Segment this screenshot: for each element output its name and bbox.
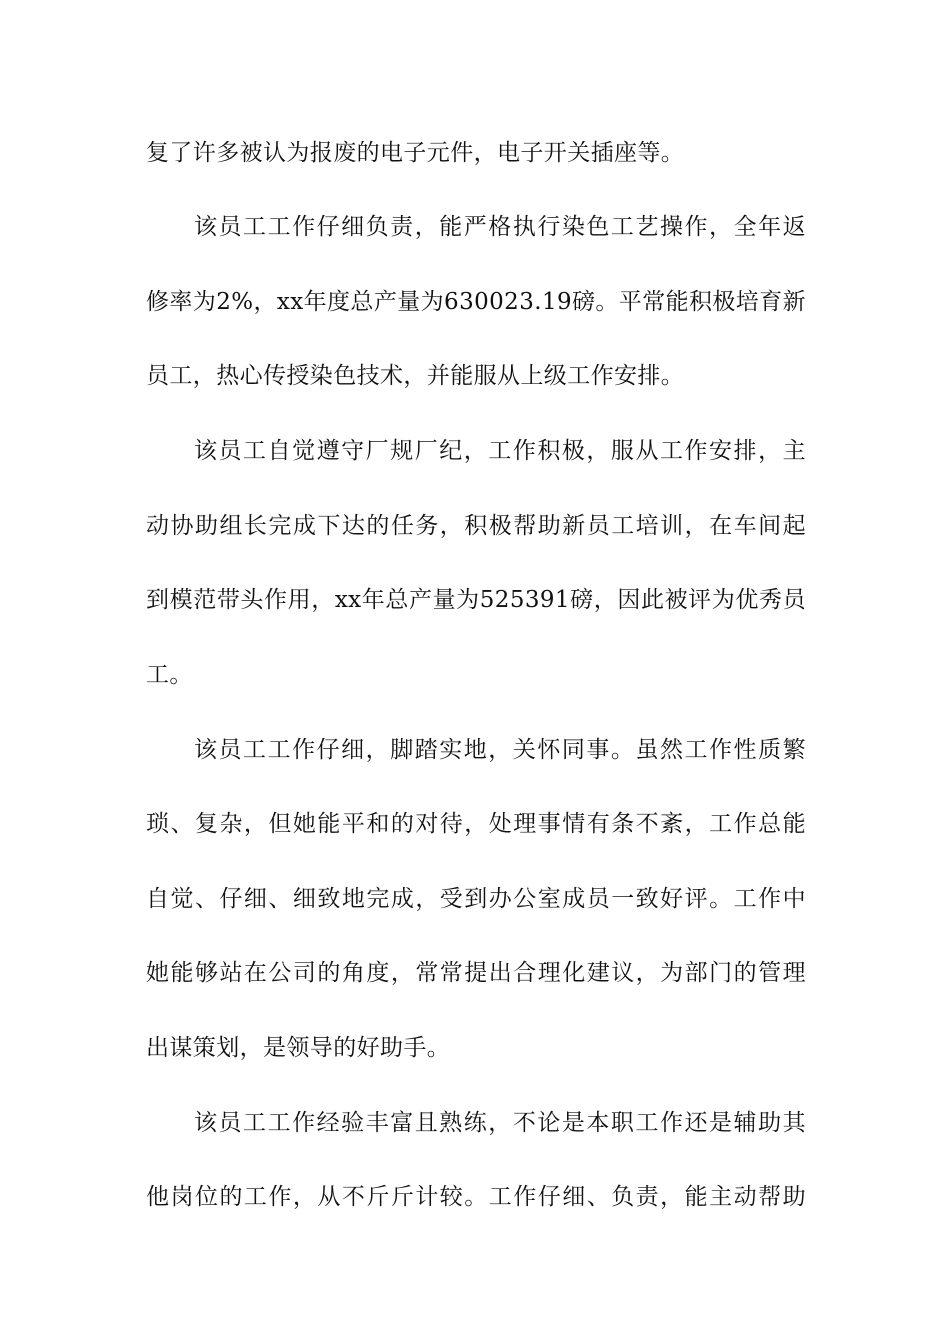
text-line: 复了许多被认为报废的电子元件，电子开关插座等。 bbox=[146, 140, 685, 166]
text-line: 员工，热心传授染色技术，并能服从上级工作安排。 bbox=[146, 363, 685, 389]
text-line: 自觉、仔细、细致地完成，受到办公室成员一致好评。工作中 bbox=[146, 886, 806, 912]
text-line: 他岗位的工作，从不斤斤计较。工作仔细、负责，能主动帮助 bbox=[146, 1184, 806, 1210]
text-line: 到模范带头作用，xx年总产量为525391磅，因此被评为优秀员 bbox=[146, 587, 806, 613]
text-line: 工。 bbox=[146, 662, 193, 688]
paragraph-first-line: 该员工工作经验丰富且熟练，不论是本职工作还是辅助其 bbox=[194, 1110, 806, 1136]
text-line: 她能够站在公司的角度，常常提出合理化建议，为部门的管理 bbox=[146, 960, 806, 986]
text-line: 修率为2%，xx年度总产量为630023.19磅。平常能积极培育新 bbox=[146, 289, 807, 315]
paragraph-first-line: 该员工工作仔细，脚踏实地，关怀同事。虽然工作性质繁 bbox=[194, 737, 806, 763]
text-line: 动协助组长完成下达的任务，积极帮助新员工培训，在车间起 bbox=[146, 513, 806, 539]
paragraph-first-line: 该员工工作仔细负责，能严格执行染色工艺操作，全年返 bbox=[194, 214, 806, 240]
text-line: 琐、复杂，但她能平和的对待，处理事情有条不紊，工作总能 bbox=[146, 811, 806, 837]
text-line: 出谋策划，是领导的好助手。 bbox=[146, 1035, 451, 1061]
paragraph-first-line: 该员工自觉遵守厂规厂纪，工作积极，服从工作安排，主 bbox=[194, 438, 806, 464]
